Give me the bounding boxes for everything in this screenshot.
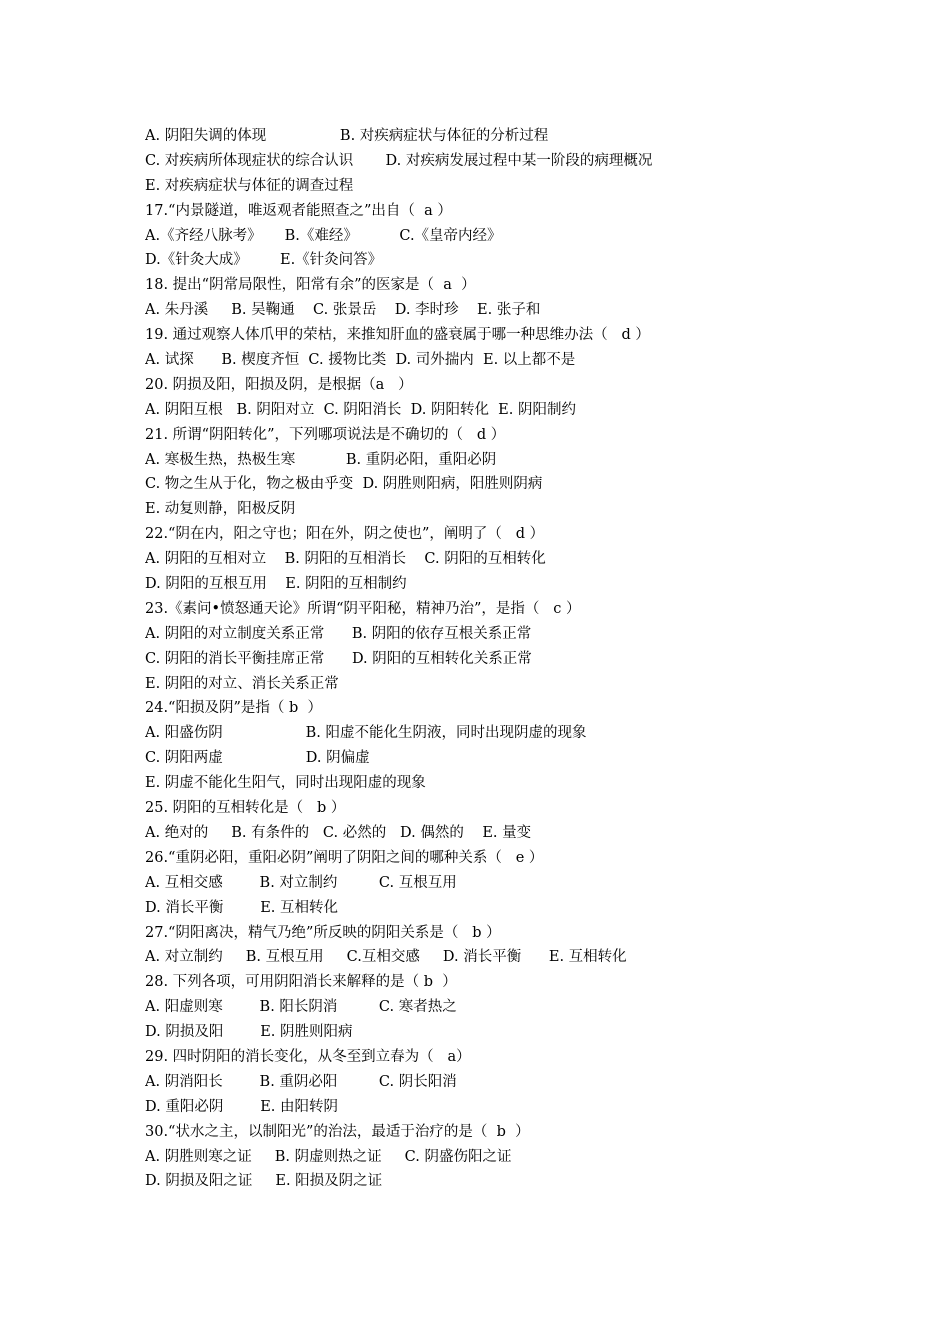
text-line: A. 阴阳的互相对立 B. 阴阳的互相消长 C. 阴阳的互相转化 [145, 551, 546, 568]
question-28: 28. 下列各项，可用阴阳消长来解释的是（ b ） [145, 974, 457, 991]
text-line: A. 阴消阳长 B. 重阴必阳 C. 阴长阳消 [145, 1073, 457, 1090]
question-29: 29. 四时阴阳的消长变化，从冬至到立春为（ a） [145, 1048, 471, 1065]
text-line: E. 对疾病症状与体征的调查过程 [145, 177, 354, 194]
text-line: D. 阴损及阳之证 E. 阳损及阴之证 [145, 1173, 383, 1190]
text-line: A. 朱丹溪 B. 吴鞠通 C. 张景岳 D. 李时珍 E. 张子和 [145, 302, 541, 319]
text-line: A. 阳虚则寒 B. 阳长阴消 C. 寒者热之 [145, 999, 457, 1016]
text-line: A. 试探 B. 楔度齐恒 C. 援物比类 D. 司外揣内 E. 以上都不是 [145, 352, 576, 369]
question-27: 27.“阴阳离决，精气乃绝”所反映的阴阳关系是（ b ） [145, 924, 501, 941]
text-line: A. 互相交感 B. 对立制约 C. 互根互用 [145, 874, 457, 891]
text-line: D. 消长平衡 E. 互相转化 [145, 899, 339, 916]
text-line: D. 重阳必阴 E. 由阳转阴 [145, 1098, 339, 1115]
text-line: D.《针灸大成》 E.《针灸问答》 [145, 252, 383, 269]
text-line: A. 阴阳的对立制度关系正常 B. 阴阳的依存互根关系正常 [145, 625, 532, 642]
text-line: A. 阳盛伤阴 B. 阳虚不能化生阴液，同时出现阴虚的现象 [145, 725, 587, 742]
text-line: A. 阴阳互根 B. 阴阳对立 C. 阴阳消长 D. 阴阳转化 E. 阴阳制约 [145, 401, 576, 418]
text-line: D. 阴阳的互根互用 E. 阴阳的互相制约 [145, 576, 407, 593]
text-line: A. 阴阳失调的体现 B. 对疾病症状与体征的分析过程 [145, 128, 549, 144]
text-line: A. 寒极生热，热极生寒 B. 重阴必阳，重阳必阴 [145, 451, 497, 468]
question-21: 21. 所谓“阴阳转化”，下列哪项说法是不确切的（ d ） [145, 426, 506, 443]
text-line: E. 阴阳的对立、消长关系正常 [145, 675, 339, 692]
question-30: 30.“状水之主，以制阳光”的治法，最适于治疗的是（ b ） [145, 1123, 530, 1140]
document-body [145, 124, 845, 1194]
text-line: E. 阴虚不能化生阳气，同时出现阳虚的现象 [145, 775, 426, 792]
question-25: 25. 阴阳的互相转化是（ b ） [145, 800, 346, 817]
text-line: A. 对立制约 B. 互根互用 C.互相交感 D. 消长平衡 E. 互相转化 [145, 949, 627, 966]
text-line: D. 阴损及阳 E. 阴胜则阳病 [145, 1024, 353, 1041]
question-26: 26.“重阴必阳，重阳必阴”阐明了阴阳之间的哪种关系（ e ） [145, 849, 544, 866]
question-20: 20. 阴损及阳，阳损及阴，是根据（a ） [145, 376, 413, 393]
text-line: A. 绝对的 B. 有条件的 C. 必然的 D. 偶然的 E. 量变 [145, 824, 532, 841]
text-line: C. 对疾病所体现症状的综合认识 D. 对疾病发展过程中某一阶段的病理概况 [145, 152, 653, 169]
text-line: A. 阴胜则寒之证 B. 阴虚则热之证 C. 阴盛伤阳之证 [145, 1148, 512, 1165]
text-line: A.《齐经八脉考》 B.《难经》 C.《皇帝内经》 [145, 227, 502, 244]
question-24: 24.“阳损及阴”是指（ b ） [145, 700, 322, 717]
text-line: E. 动复则静，阳极反阴 [145, 501, 296, 518]
question-18: 18. 提出“阴常局限性，阳常有余”的医家是（ a ） [145, 277, 476, 294]
question-19: 19. 通过观察人体爪甲的荣枯，来推知肝血的盛衰属于哪一种思维办法（ d ） [145, 327, 650, 344]
text-line: C. 物之生从于化，物之极由乎变 D. 阴胜则阳病，阳胜则阴病 [145, 476, 543, 493]
question-17: 17.“内景隧道，唯返观者能照查之”出自（ a ） [145, 202, 452, 219]
question-22: 22.“阴在内，阳之守也；阳在外，阴之使也”，阐明了（ d ） [145, 526, 545, 543]
text-line: C. 阴阳的消长平衡挂席正常 D. 阴阳的互相转化关系正常 [145, 650, 532, 667]
text-line: C. 阴阳两虚 D. 阴偏虚 [145, 750, 370, 767]
question-23: 23.《素问•愤怒通天论》所谓“阴平阳秘，精神乃治”，是指（ c ） [145, 600, 581, 617]
